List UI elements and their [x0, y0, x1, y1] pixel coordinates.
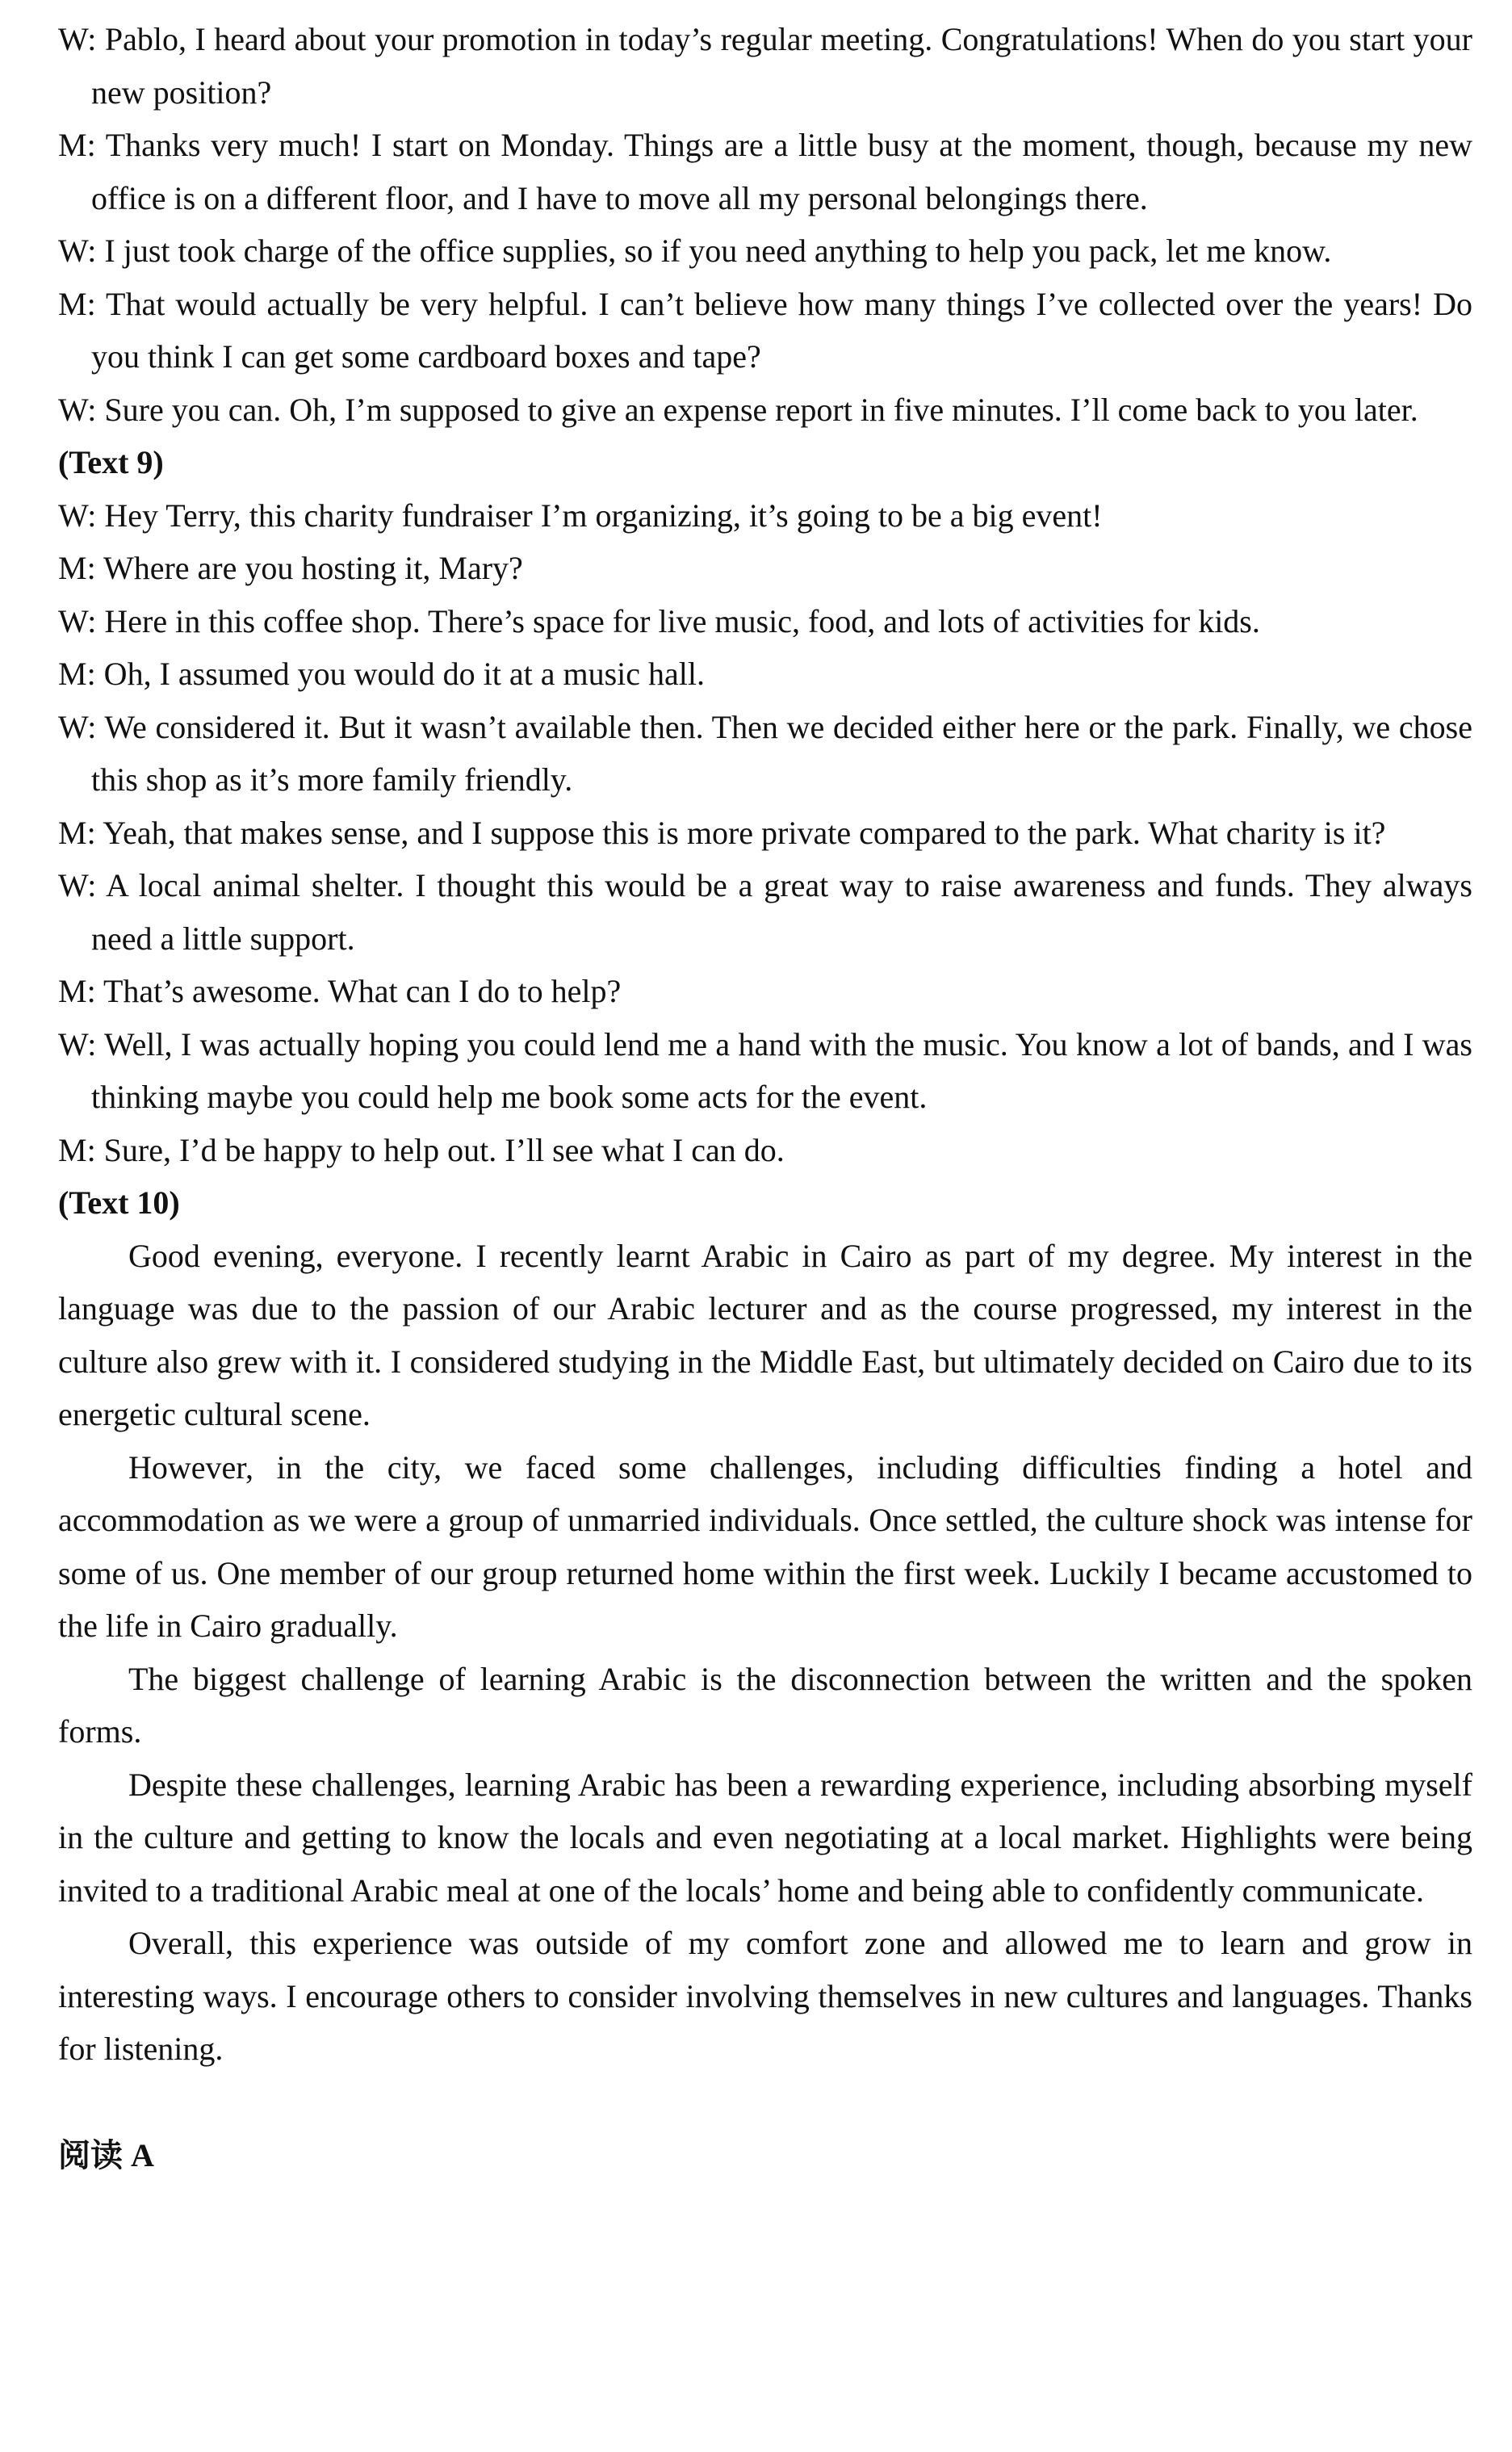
text9-dialogue: [58, 489, 1472, 1177]
text10-heading: (Text 10): [58, 1184, 180, 1221]
dialogue-line: W: Hey Terry, this charity fundraiser I’m organizing, it’s going to be a big event!: [58, 497, 1103, 534]
text10-monologue: [58, 1230, 1472, 2076]
dialogue-line: W: Pablo, I heard about your promotion in today’s regular meeting. Congratulations! When do you start your new position?: [58, 21, 1472, 111]
dialogue-line: W: Sure you can. Oh, I’m supposed to give an expense report in five minutes. I’ll come back to you later.: [58, 391, 1418, 428]
reading-section-heading: 阅读 A: [58, 2136, 154, 2173]
dialogue-line: M: That’s awesome. What can I do to help?: [58, 973, 622, 1009]
dialogue-line: M: Thanks very much! I start on Monday. Things are a little busy at the moment, though, because my new office is on a different floor, and I have to move all my personal belongings there.: [58, 127, 1472, 216]
paragraph: However, in the city, we faced some challenges, including difficulties finding a hotel and accommodation as we were a group of unmarried individuals. Once settled, the culture shock was intense for some of us. One member of our group returned home within the first week. Luckily I became accustomed to the life in Cairo gradually.: [58, 1448, 1472, 1644]
dialogue-line: M: Where are you hosting it, Mary?: [58, 550, 523, 586]
dialogue-line: M: That would actually be very helpful. I can’t believe how many things I’ve collected over the years! Do you think I can get some cardboard boxes and tape?: [58, 285, 1472, 375]
paragraph: The biggest challenge of learning Arabic is the disconnection between the written and the spoken forms.: [58, 1660, 1472, 1750]
paragraph: Good evening, everyone. I recently learnt Arabic in Cairo as part of my degree. My interest in the language was due to the passion of our Arabic lecturer and as the course progressed, my interest in the culture also grew with it. I considered studying in the Middle East, but ultimately decided on Cairo due to its energetic cultural scene.: [58, 1237, 1472, 1432]
dialogue-line: W: I just took charge of the office supplies, so if you need anything to help you pack, let me know.: [58, 233, 1332, 269]
paragraph: Overall, this experience was outside of my comfort zone and allowed me to learn and grow in interesting ways. I encourage others to consider involving themselves in new cultures and languages. Thanks for listening.: [58, 1925, 1472, 2067]
dialogue-line: M: Oh, I assumed you would do it at a music hall.: [58, 656, 706, 692]
text8-dialogue: [58, 13, 1472, 436]
dialogue-line: W: We considered it. But it wasn’t available then. Then we decided either here or the park. Finally, we chose this shop as it’s more family friendly.: [58, 708, 1472, 798]
text9-heading: (Text 9): [58, 444, 164, 480]
dialogue-line: W: A local animal shelter. I thought this would be a great way to raise awareness and funds. They always need a little support.: [58, 867, 1472, 957]
dialogue-line: W: Well, I was actually hoping you could lend me a hand with the music. You know a lot of bands, and I was thinking maybe you could help me book some acts for the event.: [58, 1025, 1472, 1115]
dialogue-line: M: Sure, I’d be happy to help out. I’ll see what I can do.: [58, 1131, 785, 1168]
paragraph: Despite these challenges, learning Arabic has been a rewarding experience, including absorbing myself in the culture and getting to know the locals and even negotiating at a local market. Highlights were being invited to a traditional Arabic meal at one of the locals’ home and being able to confidently communicate.: [58, 1766, 1472, 1909]
dialogue-line: M: Yeah, that makes sense, and I suppose this is more private compared to the park. What charity is it?: [58, 814, 1386, 851]
document-page: [58, 13, 1472, 2182]
dialogue-line: W: Here in this coffee shop. There’s space for live music, food, and lots of activities for kids.: [58, 602, 1260, 639]
